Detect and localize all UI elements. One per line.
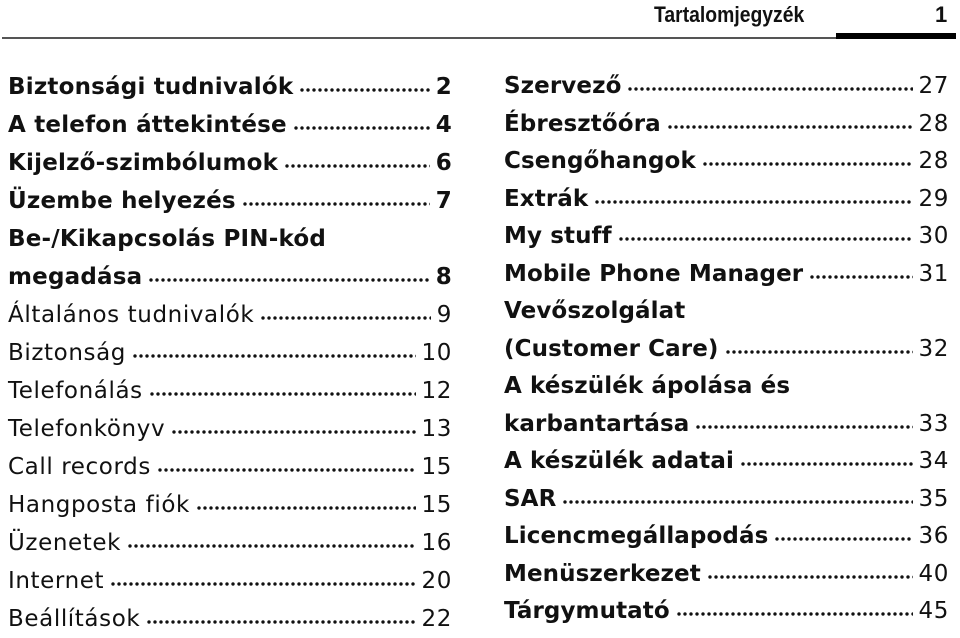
toc-dot-leader	[695, 411, 912, 429]
toc-entry-page: 36	[918, 523, 949, 549]
toc-dot-leader	[809, 261, 912, 279]
toc-entry[interactable]	[8, 372, 452, 410]
toc-column-left	[8, 68, 452, 638]
toc-dot-leader	[562, 486, 912, 504]
toc-entry-title: My stuff	[504, 223, 612, 249]
toc-column-right	[504, 68, 949, 631]
toc-entry-title: A készülék ápolása és	[504, 373, 791, 399]
toc-dot-leader	[702, 149, 913, 167]
toc-dot-leader	[594, 186, 912, 204]
toc-entry-page: 35	[918, 485, 949, 512]
toc-entry[interactable]	[8, 106, 452, 144]
toc-entry[interactable]	[504, 218, 949, 256]
toc-dot-leader	[299, 75, 429, 93]
toc-dot-leader	[132, 341, 416, 359]
toc-dot-leader	[707, 561, 913, 579]
toc-entry-title: megadása	[8, 264, 143, 290]
toc-entry-title: A telefon áttekintése	[8, 112, 287, 138]
toc-entry[interactable]	[8, 562, 452, 600]
toc-entry[interactable]	[8, 486, 452, 524]
toc-entry[interactable]	[8, 144, 452, 182]
header-rule	[2, 37, 956, 39]
toc-dot-leader	[618, 224, 913, 242]
toc-entry[interactable]	[8, 182, 452, 220]
toc-entry-page: 22	[421, 606, 452, 632]
toc-dot-leader	[260, 303, 430, 321]
toc-dot-leader	[146, 607, 415, 625]
toc-dot-leader	[293, 113, 430, 131]
toc-entry-page: 2	[435, 74, 452, 100]
toc-entry[interactable]	[504, 181, 949, 219]
toc-entry-page: 30	[918, 223, 949, 249]
toc-entry-title: Mobile Phone Manager	[504, 260, 804, 287]
toc-entry[interactable]	[504, 256, 949, 294]
toc-entry-title: Tárgymutató	[504, 598, 670, 624]
toc-entry[interactable]	[8, 524, 452, 562]
toc-dot-leader	[242, 189, 430, 207]
toc-entry-title: Üzenetek	[8, 530, 122, 556]
toc-entry[interactable]	[8, 448, 452, 486]
toc-entry[interactable]	[504, 293, 949, 368]
toc-entry-title: Biztonsági tudnivalók	[8, 74, 294, 100]
toc-entry[interactable]	[504, 368, 949, 443]
toc-dot-leader	[284, 151, 430, 169]
toc-entry-title: Vevőszolgálat	[504, 298, 686, 324]
toc-entry-page: 9	[436, 302, 452, 328]
toc-entry[interactable]	[504, 106, 949, 144]
toc-entry-title: Be-/Kikapcsolás PIN-kód	[8, 226, 327, 252]
toc-dot-leader	[148, 265, 429, 283]
toc-dot-leader	[196, 493, 416, 511]
toc-entry-title: Telefonálás	[8, 378, 143, 404]
toc-entry[interactable]	[504, 443, 949, 481]
toc-entry-page: 16	[421, 530, 452, 556]
toc-entry-page: 15	[421, 492, 452, 518]
page-header-title: Tartalomjegyzék	[654, 2, 805, 27]
toc-entry-page: 28	[918, 110, 949, 137]
toc-dot-leader	[740, 449, 913, 467]
toc-entry-page: 32	[918, 335, 949, 362]
toc-entry-page: 33	[918, 410, 949, 437]
toc-entry-page: 28	[918, 148, 949, 174]
toc-entry-page: 31	[918, 260, 949, 287]
toc-entry-page: 27	[918, 73, 949, 99]
toc-entry[interactable]	[504, 593, 949, 631]
toc-entry-title: (Customer Care)	[504, 335, 719, 362]
toc-entry[interactable]	[8, 410, 452, 448]
toc-entry-title: Csengőhangok	[504, 148, 696, 174]
toc-entry-page: 34	[918, 448, 949, 474]
toc-entry-title: SAR	[504, 485, 557, 512]
toc-entry[interactable]	[504, 556, 949, 594]
toc-entry-title: Beállítások	[8, 606, 141, 632]
toc-dot-leader	[667, 111, 913, 129]
toc-dot-leader	[127, 531, 415, 549]
toc-entry-title: Hangposta fiók	[8, 492, 190, 518]
toc-dot-leader	[157, 455, 416, 473]
toc-entry-page: 15	[421, 454, 452, 480]
toc-entry-page: 10	[421, 340, 452, 366]
toc-dot-leader	[149, 379, 416, 397]
toc-entry-title: Kijelző-szimbólumok	[8, 150, 279, 176]
toc-entry[interactable]	[504, 143, 949, 181]
toc-entry-title: Telefonkönyv	[8, 416, 166, 442]
toc-entry-page: 20	[421, 568, 452, 594]
toc-entry[interactable]	[8, 600, 452, 638]
toc-entry[interactable]	[8, 68, 452, 106]
toc-entry[interactable]	[8, 334, 452, 372]
toc-entry[interactable]	[8, 220, 452, 296]
toc-entry[interactable]	[504, 68, 949, 106]
toc-dot-leader	[774, 524, 912, 542]
toc-entry-page: 29	[918, 185, 949, 212]
toc-entry-page: 7	[435, 188, 452, 214]
toc-entry-page: 13	[421, 416, 452, 442]
toc-entry-title: karbantartása	[504, 410, 690, 437]
toc-entry-page: 8	[435, 264, 452, 290]
toc-entry-title: A készülék adatai	[504, 448, 734, 474]
toc-entry-title: Menüszerkezet	[504, 560, 701, 587]
toc-entry-title: Szervező	[504, 73, 622, 99]
toc-entry[interactable]	[504, 518, 949, 556]
toc-entry-page: 12	[421, 378, 452, 404]
toc-entry-title: Extrák	[504, 185, 589, 212]
toc-entry-title: Internet	[8, 568, 105, 594]
toc-entry-title: Általános tudnivalók	[8, 302, 255, 328]
toc-dot-leader	[676, 599, 913, 617]
toc-entry-page: 4	[435, 112, 452, 138]
toc-entry[interactable]	[504, 481, 949, 519]
header-tab-bar	[836, 33, 956, 39]
page-number: 1	[935, 2, 948, 27]
toc-entry-page: 6	[435, 150, 452, 176]
toc-entry-page: 45	[918, 598, 949, 624]
toc-dot-leader	[627, 74, 912, 92]
toc-entry-title: Üzembe helyezés	[8, 188, 236, 214]
toc-entry-title: Call records	[8, 454, 151, 480]
toc-entry-page: 40	[918, 560, 949, 587]
toc-entry-title: Licencmegállapodás	[504, 523, 769, 549]
toc-dot-leader	[110, 569, 415, 587]
toc-entry[interactable]	[8, 296, 452, 334]
toc-entry-title: Ébresztőóra	[504, 110, 661, 137]
toc-dot-leader	[171, 417, 415, 435]
toc-entry-title: Biztonság	[8, 340, 126, 366]
toc-dot-leader	[725, 336, 913, 354]
